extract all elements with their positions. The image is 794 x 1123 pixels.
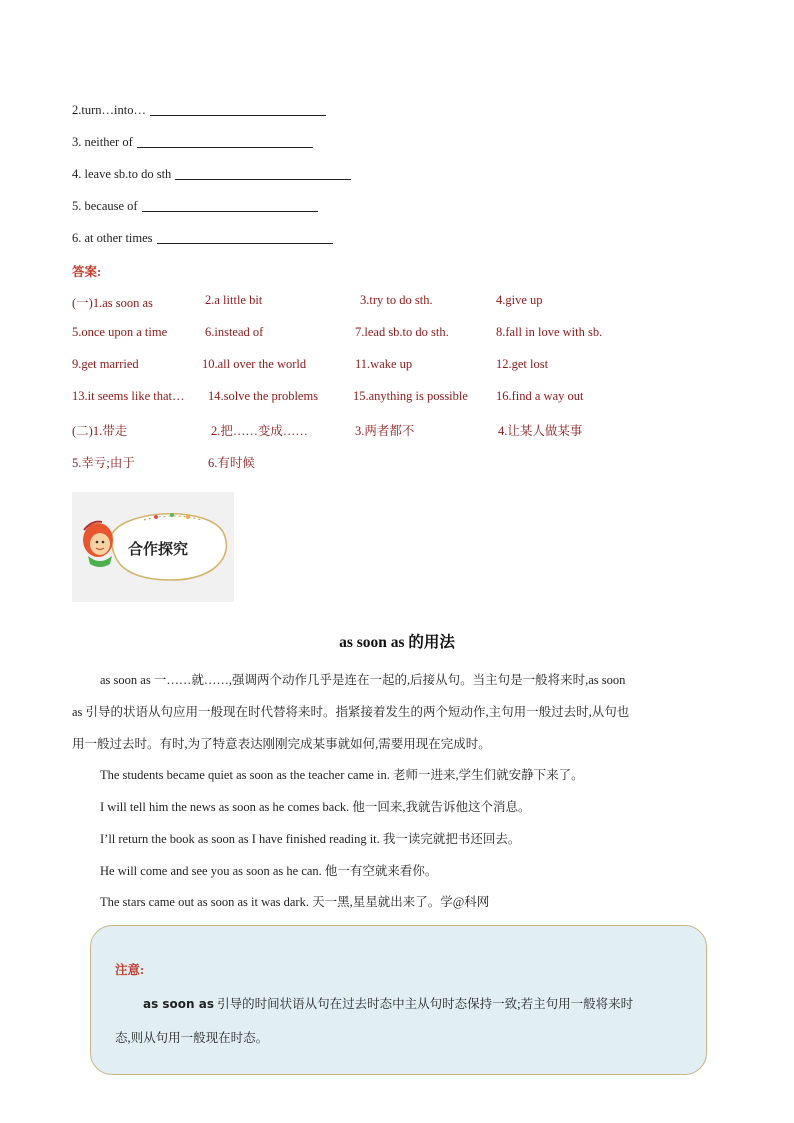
question-3 — [72, 134, 313, 150]
example-sentence: I’ll return the book as soon as I have finished reading it. 我一读完就把书还回去。 — [100, 832, 521, 846]
example-sentence: The stars came out as soon as it was dark. 天一黑,星星就出来了。学@科网 — [100, 895, 490, 909]
note-line: 态,则从句用一般现在时态。 — [115, 1031, 269, 1045]
question-label: 2.turn…into… — [72, 103, 146, 117]
answer-blank — [150, 102, 326, 116]
answer-item: 9.get married — [72, 357, 139, 371]
section-title: as soon as 的用法 — [339, 634, 455, 651]
answer-item: 3.两者都不 — [355, 424, 415, 438]
answer-item: 5.幸亏;由于 — [72, 456, 135, 470]
note-line — [143, 994, 633, 1012]
example-sentence: The students became quiet as soon as the teacher came in. 老师一进来,学生们就安静下来了。 — [100, 768, 584, 782]
answer-item: 6.instead of — [205, 325, 264, 339]
answer-item: 4.让某人做某事 — [498, 424, 583, 438]
answer-item: 2.把……变成…… — [211, 424, 308, 438]
example-sentence: I will tell him the news as soon as he comes back. 他一回来,我就告诉他这个消息。 — [100, 800, 531, 814]
answers-label: 答案: — [72, 265, 102, 279]
question-4 — [72, 166, 351, 182]
answer-item: 6.有时候 — [208, 456, 255, 470]
question-label: 4. leave sb.to do sth — [72, 167, 172, 181]
answer-item: 14.solve the problems — [208, 389, 319, 403]
cooperation-inquiry-logo — [72, 492, 234, 602]
answer-blank — [137, 134, 313, 148]
answer-blank — [157, 230, 333, 244]
explanation-line: as 引导的状语从句应用一般现在时代替将来时。指紧接着发生的两个短动作,主句用一般过去时,从句也 — [72, 705, 630, 719]
question-label: 3. neither of — [72, 135, 133, 149]
answer-blank — [175, 166, 351, 180]
answer-item: 8.fall in love with sb. — [496, 325, 603, 339]
question-label: 6. at other times — [72, 231, 153, 245]
answer-item: 16.find a way out — [496, 389, 584, 403]
answer-item: (二)1.带走 — [72, 424, 128, 438]
answer-item: 5.once upon a time — [72, 325, 168, 339]
answer-item: 15.anything is possible — [353, 389, 468, 403]
note-label: 注意: — [115, 963, 145, 977]
example-sentence: He will come and see you as soon as he can. 他一有空就来看你。 — [100, 864, 438, 878]
answer-item: (一)1.as soon as — [72, 296, 153, 310]
explanation-line: as soon as 一……就……,强调两个动作几乎是连在一起的,后接从句。当主句是一般将来时,as soon — [100, 673, 626, 687]
answer-item: 12.get lost — [496, 357, 549, 371]
question-6 — [72, 230, 333, 246]
note-box — [90, 925, 707, 1075]
explanation-line: 用一般过去时。有时,为了特意表达刚刚完成某事就如何,需要用现在完成时。 — [72, 737, 491, 751]
answer-blank — [142, 198, 318, 212]
logo-text: 合作探究 — [128, 540, 189, 558]
answer-item: 2.a little bit — [205, 293, 263, 307]
answer-item: 7.lead sb.to do sth. — [355, 325, 449, 339]
answer-item: 11.wake up — [355, 357, 413, 371]
answer-item: 10.all over the world — [202, 357, 307, 371]
answer-item: 4.give up — [496, 293, 543, 307]
question-2 — [72, 102, 326, 118]
question-5 — [72, 198, 318, 214]
answer-item: 13.it seems like that… — [72, 389, 185, 403]
note-line-text: 引导的时间状语从句在过去时态中主从句时态保持一致;若主句用一般将来时 — [214, 997, 634, 1011]
question-label: 5. because of — [72, 199, 138, 213]
note-keyword: as soon as — [143, 997, 215, 1011]
answer-item: 3.try to do sth. — [360, 293, 433, 307]
